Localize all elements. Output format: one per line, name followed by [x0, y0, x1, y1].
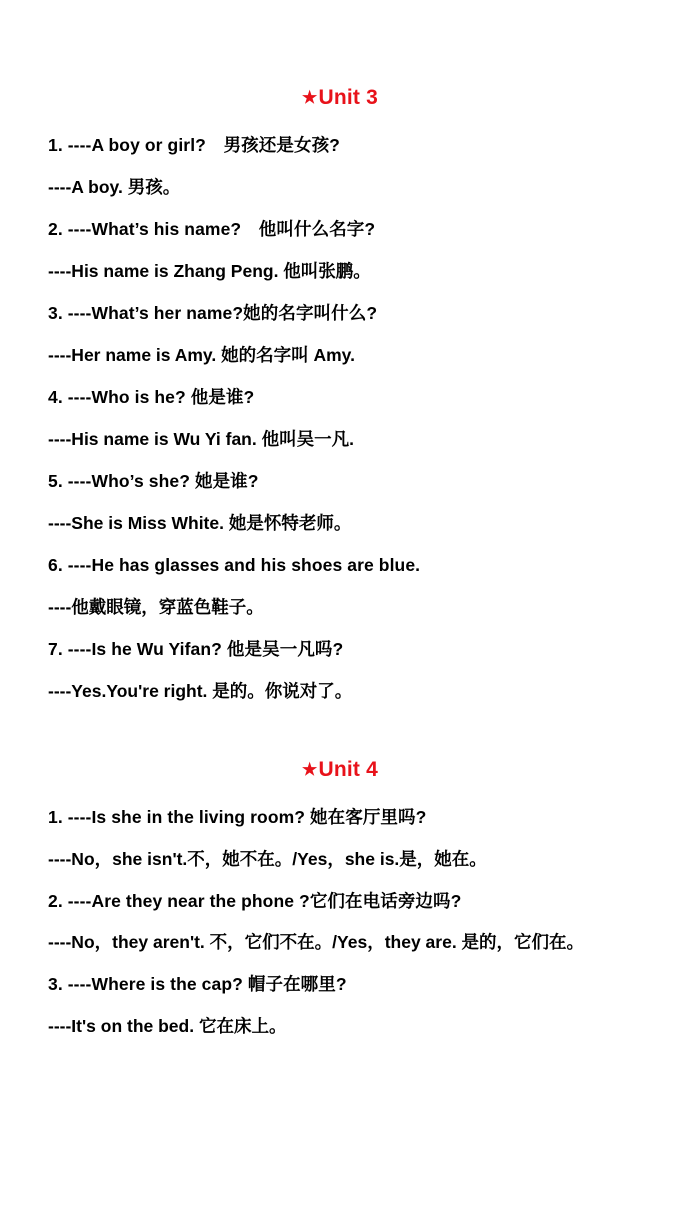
dialogue-line: 7. ----Is he Wu Yifan? 他是吴一凡吗?	[48, 639, 344, 659]
dialogue-line: 5. ----Who’s she? 她是谁?	[48, 471, 259, 491]
dialogue-line: ----She is Miss White. 她是怀特老师。	[48, 513, 352, 533]
dialogue-line: ----No，she isn't.不，她不在。/Yes，she is.是，她在。	[48, 849, 487, 869]
unit-section-3	[48, 0, 632, 712]
dialogue-line: ----A boy. 男孩。	[48, 177, 181, 197]
star-icon: ★	[302, 88, 318, 107]
dialogue-line: 6. ----He has glasses and his shoes are blue.	[48, 555, 421, 575]
dialogue-line: 1. ----Is she in the living room? 她在客厅里吗?	[48, 807, 427, 827]
dialogue-line: 3. ----What’s her name?她的名字叫什么?	[48, 303, 378, 323]
dialogue-line: 4. ----Who is he? 他是谁?	[48, 387, 255, 407]
dialogue-line: ----Yes.You're right. 是的。你说对了。	[48, 681, 353, 701]
dialogue-line: ----His name is Wu Yi fan. 他叫吴一凡.	[48, 429, 354, 449]
dialogue-line: 1. ----A boy or girl? 男孩还是女孩?	[48, 135, 340, 155]
unit-4-heading	[48, 712, 632, 782]
unit-3-lines	[48, 124, 632, 712]
dialogue-line: ----他戴眼镜，穿蓝色鞋子。	[48, 597, 264, 617]
unit-4-lines	[48, 796, 632, 1047]
star-icon: ★	[302, 760, 318, 779]
unit-4-title-text: Unit 4	[318, 758, 378, 781]
unit-3-title-text: Unit 3	[318, 86, 378, 109]
dialogue-line: 2. ----What’s his name? 他叫什么名字?	[48, 219, 376, 239]
dialogue-line: 3. ----Where is the cap? 帽子在哪里?	[48, 974, 347, 994]
dialogue-line: ----Her name is Amy. 她的名字叫 Amy.	[48, 345, 355, 365]
dialogue-line: ----It's on the bed. 它在床上。	[48, 1016, 287, 1036]
dialogue-line: ----No，they aren't. 不，它们不在。/Yes，they are. 是的，它们在。	[48, 932, 585, 952]
dialogue-line: 2. ----Are they near the phone ?它们在电话旁边吗?	[48, 891, 462, 911]
unit-section-4	[48, 712, 632, 1047]
unit-3-heading	[48, 0, 632, 110]
dialogue-line: ----His name is Zhang Peng. 他叫张鹏。	[48, 261, 371, 281]
